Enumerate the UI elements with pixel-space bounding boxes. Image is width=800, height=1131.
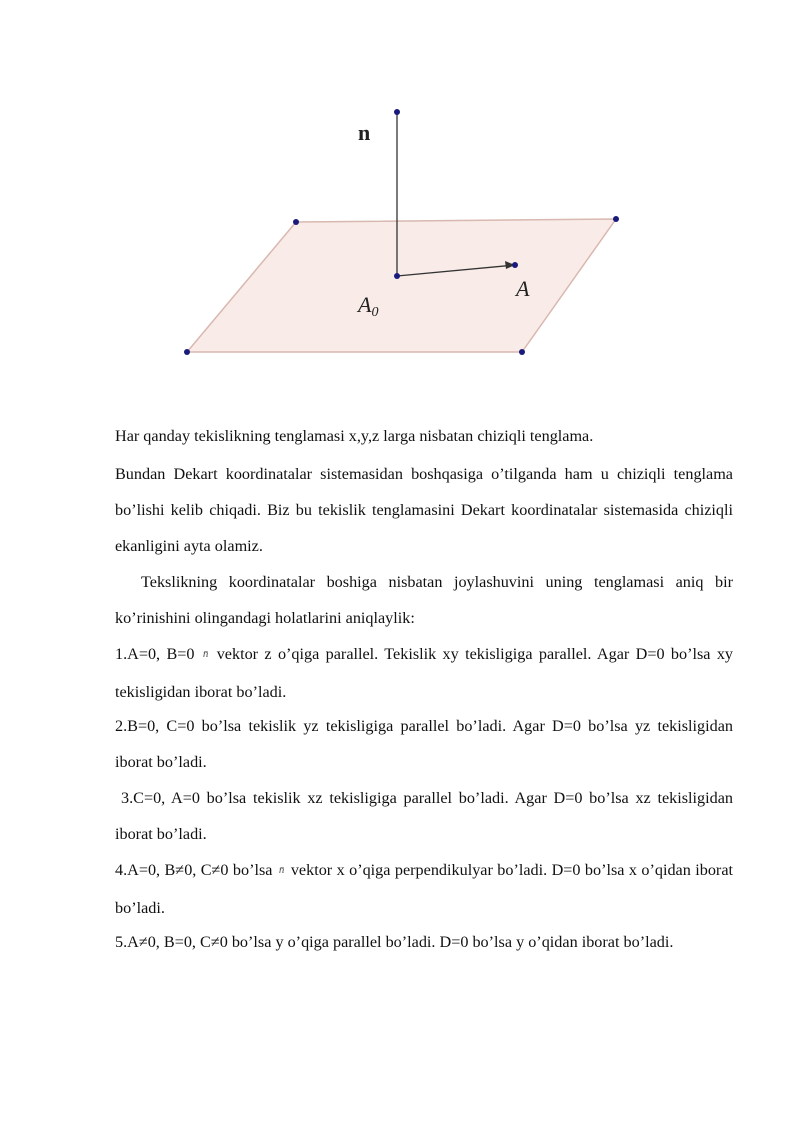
normal-vector-symbol: n̄	[202, 648, 209, 660]
paragraph-case-2: 2.B=0, C=0 bo’lsa tekislik yz tekisligiga parallel bo’ladi. Agar D=0 bo’lsa yz tekisligidan iborat bo’ladi.	[115, 717, 733, 771]
paragraph-1: Har qanday tekislikning tenglamasi x,y,z larga nisbatan chiziqli tenglama.	[115, 427, 594, 445]
point-a	[512, 262, 518, 268]
case-1-text-a: 1.A=0, B=0	[115, 645, 195, 663]
plane-normal-figure	[0, 0, 800, 400]
case-4-text-b: vektor x o’qiga perpendikulyar bo’ladi. D=0 bo’lsa x o’qidan iborat bo’ladi.	[115, 861, 733, 917]
plane-vertex-point	[519, 349, 525, 355]
paragraph-3: Tekslikning koordinatalar boshiga nisbatan joylashuvini uning tenglamasi aniq bir ko’rinishini olingandagi holatlarini aniqlaylik:	[115, 573, 733, 627]
normal-vector-symbol: n̄	[278, 864, 285, 876]
case-1-text-b: vektor z o’qiga parallel. Tekislik xy tekisligiga parallel. Agar D=0 bo’lsa xy tekisligidan iborat bo’ladi.	[115, 645, 734, 701]
plane-parallelogram	[187, 219, 616, 352]
paragraph-case-4	[115, 852, 733, 926]
normal-tip-point	[394, 109, 400, 115]
paragraph-2: Bundan Dekart koordinatalar sistemasidan boshqasiga o’tilganda ham u chiziqli tenglama bo’lishi kelib chiqadi. Biz bu tekislik tenglamasini Dekart koordinatalar sistemasida chiziqli ekanligini ayta olamiz.	[115, 465, 733, 555]
point-a0-label: A0	[358, 292, 379, 320]
plane-vertex-point	[184, 349, 190, 355]
paragraph-case-1	[115, 636, 733, 710]
plane-vertex-point	[613, 216, 619, 222]
paragraph-case-3: 3.C=0, A=0 bo’lsa tekislik xz tekisligiga parallel bo’ladi. Agar D=0 bo’lsa xz tekisligidan iborat bo’ladi.	[115, 789, 733, 843]
point-a0	[394, 273, 400, 279]
normal-label: n	[358, 120, 371, 145]
case-4-text-a: 4.A=0, B≠0, C≠0 bo’lsa	[115, 861, 273, 879]
point-a-label: A	[516, 276, 530, 301]
paragraph-case-5: 5.A≠0, B=0, C≠0 bo’lsa y o’qiga parallel bo’ladi. D=0 bo’lsa y o’qidan iborat bo’ladi.	[115, 933, 674, 951]
plane-vertex-point	[293, 219, 299, 225]
